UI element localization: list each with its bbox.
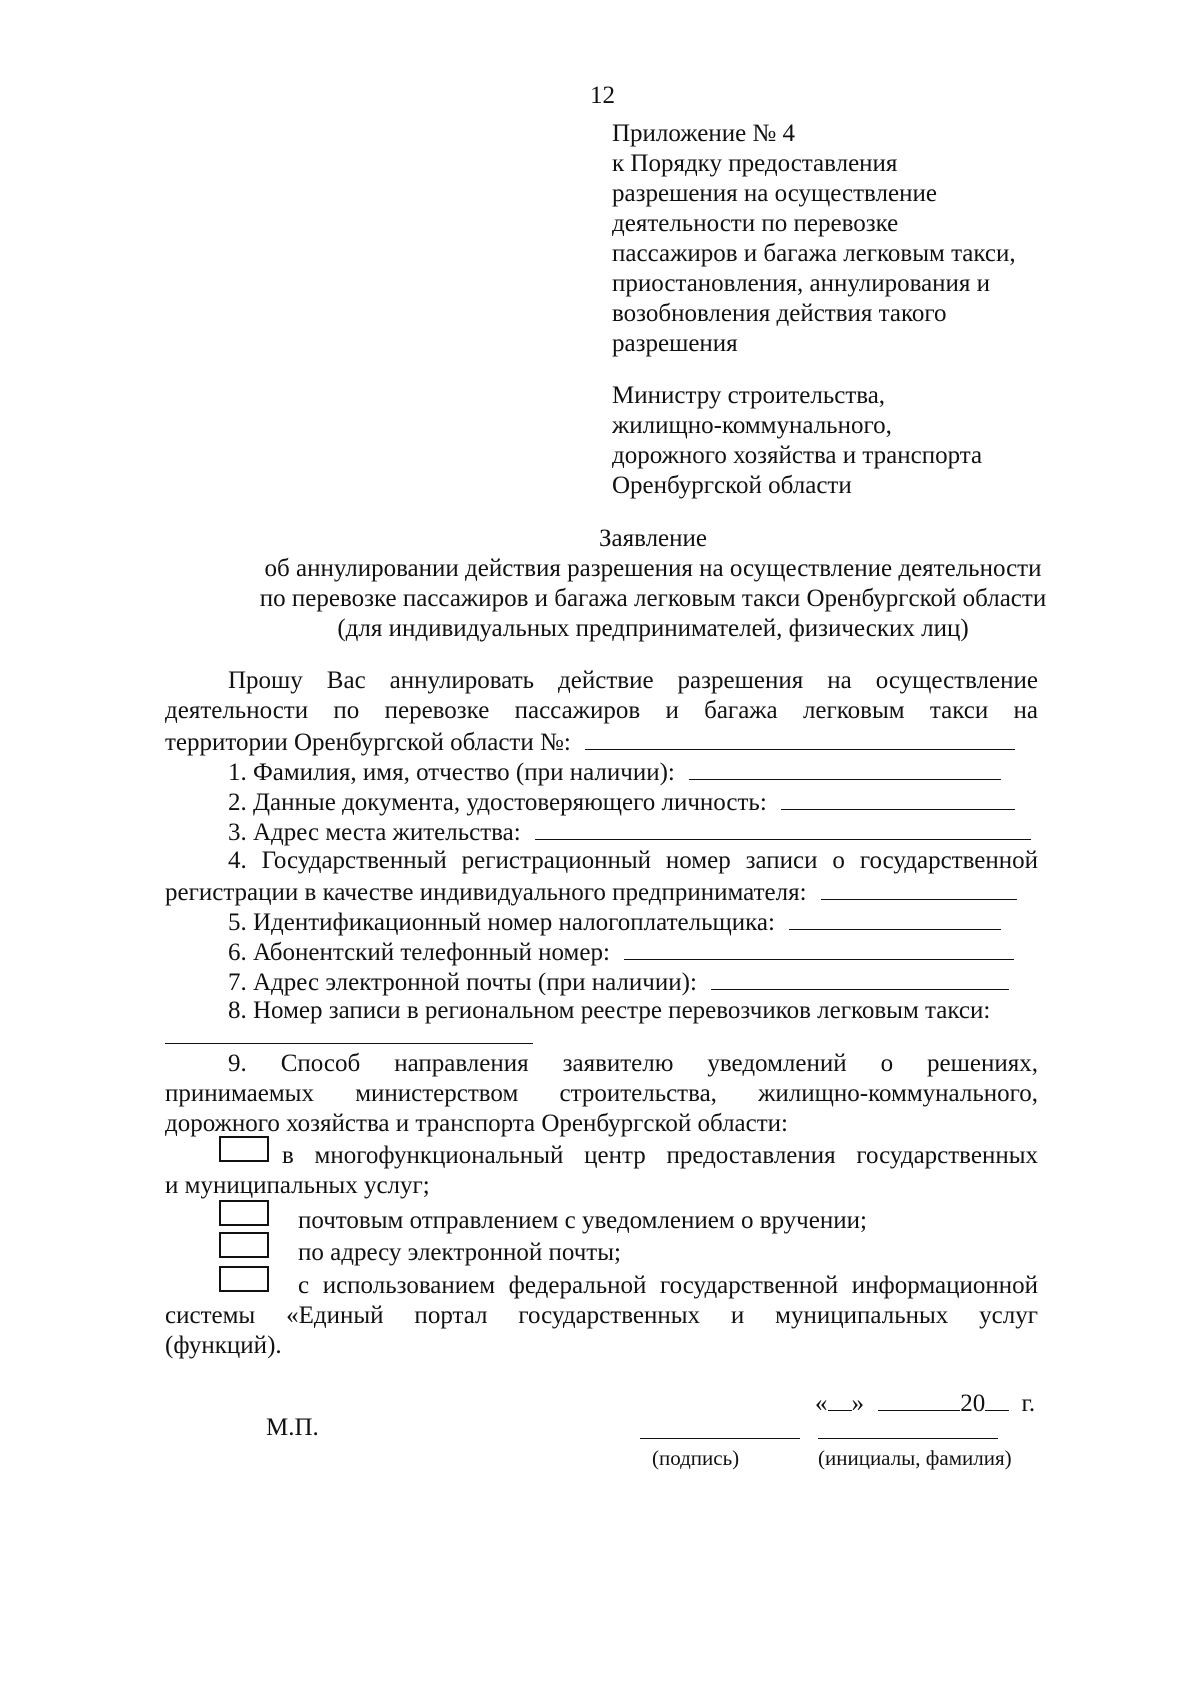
appendix-line: к Порядку предоставления: [612, 150, 898, 177]
notification-method-line: дорожного хозяйства и транспорта Оренбургской области:: [165, 1110, 788, 1137]
identity-document-label: 2. Данные документа, удостоверяющего личность:: [228, 789, 767, 816]
residence-address-field[interactable]: [535, 815, 1031, 840]
post-checkbox[interactable]: [219, 1200, 269, 1226]
appendix-line: пассажиров и багажа легковым такси,: [612, 240, 1016, 267]
addressee-line: дорожного хозяйства и транспорта: [612, 442, 983, 469]
permit-number-label: территории Оренбургской области №:: [165, 729, 571, 756]
appendix-line: возобновления действия такого: [612, 300, 947, 327]
month-field[interactable]: [878, 1386, 960, 1411]
name-field[interactable]: [818, 1438, 998, 1439]
addressee-line: Министру строительства,: [612, 382, 886, 409]
registration-number-label: регистрации в качестве индивидуального предпринимателя:: [165, 879, 807, 906]
registry-number-field[interactable]: [165, 1043, 533, 1044]
portal-option-label-cont: системы «Единый портал государственных и муниципальных услуг: [165, 1302, 1038, 1329]
field-row: [228, 905, 1001, 938]
name-caption: (инициалы, фамилия): [818, 1446, 1012, 1470]
email-option-label: по адресу электронной почты;: [298, 1239, 621, 1266]
date-row: [815, 1386, 1035, 1419]
document-title: Заявление: [598, 525, 708, 552]
permit-number-row: [165, 725, 1015, 758]
full-name-field[interactable]: [689, 755, 1001, 780]
inn-label: 5. Идентификационный номер налогоплательщика:: [228, 909, 775, 936]
year-suffix: г.: [1021, 1390, 1036, 1417]
portal-option-label: с использованием федеральной государственной информационной: [298, 1272, 1038, 1299]
signature-caption: (подпись): [652, 1446, 740, 1470]
email-checkbox[interactable]: [219, 1232, 269, 1258]
signature-field[interactable]: [640, 1438, 800, 1439]
stamp-label: М.П.: [266, 1414, 319, 1441]
appendix-line: Приложение № 4: [612, 120, 796, 147]
appendix-line: разрешения: [612, 330, 738, 357]
document-subtitle-line: по перевозке пассажиров и багажа легковым такси Оренбургской области: [259, 585, 1047, 612]
mfc-checkbox[interactable]: [219, 1136, 269, 1162]
post-option-label: почтовым отправлением с уведомлением о вручении;: [298, 1207, 867, 1234]
page-number: 12: [590, 82, 615, 109]
email-field[interactable]: [711, 965, 1009, 990]
permit-number-field[interactable]: [585, 725, 1015, 750]
portal-option-label-cont: (функций).: [165, 1332, 282, 1359]
field-row: [228, 935, 1014, 968]
document-subtitle-line: (для индивидуальных предпринимателей, физических лиц): [337, 615, 969, 642]
year-prefix: 20: [960, 1390, 986, 1417]
inn-field[interactable]: [789, 905, 1001, 930]
intro-line: деятельности по перевозке пассажиров и багажа легковым такси на: [165, 697, 1038, 724]
addressee-line: Оренбургской области: [612, 472, 852, 499]
phone-field[interactable]: [624, 935, 1014, 960]
appendix-line: разрешения на осуществление: [612, 180, 937, 207]
day-field[interactable]: [828, 1386, 852, 1411]
mfc-option-label-cont: и муниципальных услуг;: [165, 1172, 430, 1199]
addressee-line: жилищно-коммунального,: [612, 412, 892, 439]
field-row: [228, 815, 1031, 848]
intro-line: Прошу Вас аннулировать действие разрешения на осуществление: [228, 667, 1038, 694]
document-subtitle-line: об аннулировании действия разрешения на осуществление деятельности: [264, 555, 1042, 582]
email-label: 7. Адрес электронной почты (при наличии):: [228, 969, 697, 996]
field-row: [228, 965, 1009, 998]
residence-address-label: 3. Адрес места жительства:: [228, 819, 521, 846]
field-row: [228, 785, 1015, 818]
phone-label: 6. Абонентский телефонный номер:: [228, 939, 610, 966]
appendix-line: деятельности по перевозке: [612, 210, 899, 237]
notification-method-line: принимаемых министерством строительства, жилищно-коммунального,: [165, 1080, 1038, 1107]
full-name-label: 1. Фамилия, имя, отчество (при наличии):: [228, 759, 675, 786]
notification-method-line: 9. Способ направления заявителю уведомлений о решениях,: [228, 1050, 1038, 1077]
registration-number-label-line: 4. Государственный регистрационный номер записи о государственной: [228, 847, 1038, 874]
year-field[interactable]: [985, 1386, 1009, 1411]
mfc-option-label: в многофункциональный центр предоставления государственных: [282, 1142, 1038, 1169]
date-open-quote: «: [815, 1390, 828, 1417]
appendix-line: приостановления, аннулирования и: [612, 270, 991, 297]
portal-checkbox[interactable]: [219, 1266, 269, 1292]
date-close-quote: »: [851, 1390, 864, 1417]
registration-number-field[interactable]: [821, 875, 1017, 900]
registry-number-label: 8. Номер записи в региональном реестре перевозчиков легковым такси:: [228, 997, 991, 1024]
field-row: [228, 755, 1001, 788]
field-row: [165, 875, 1017, 908]
identity-document-field[interactable]: [781, 785, 1015, 810]
